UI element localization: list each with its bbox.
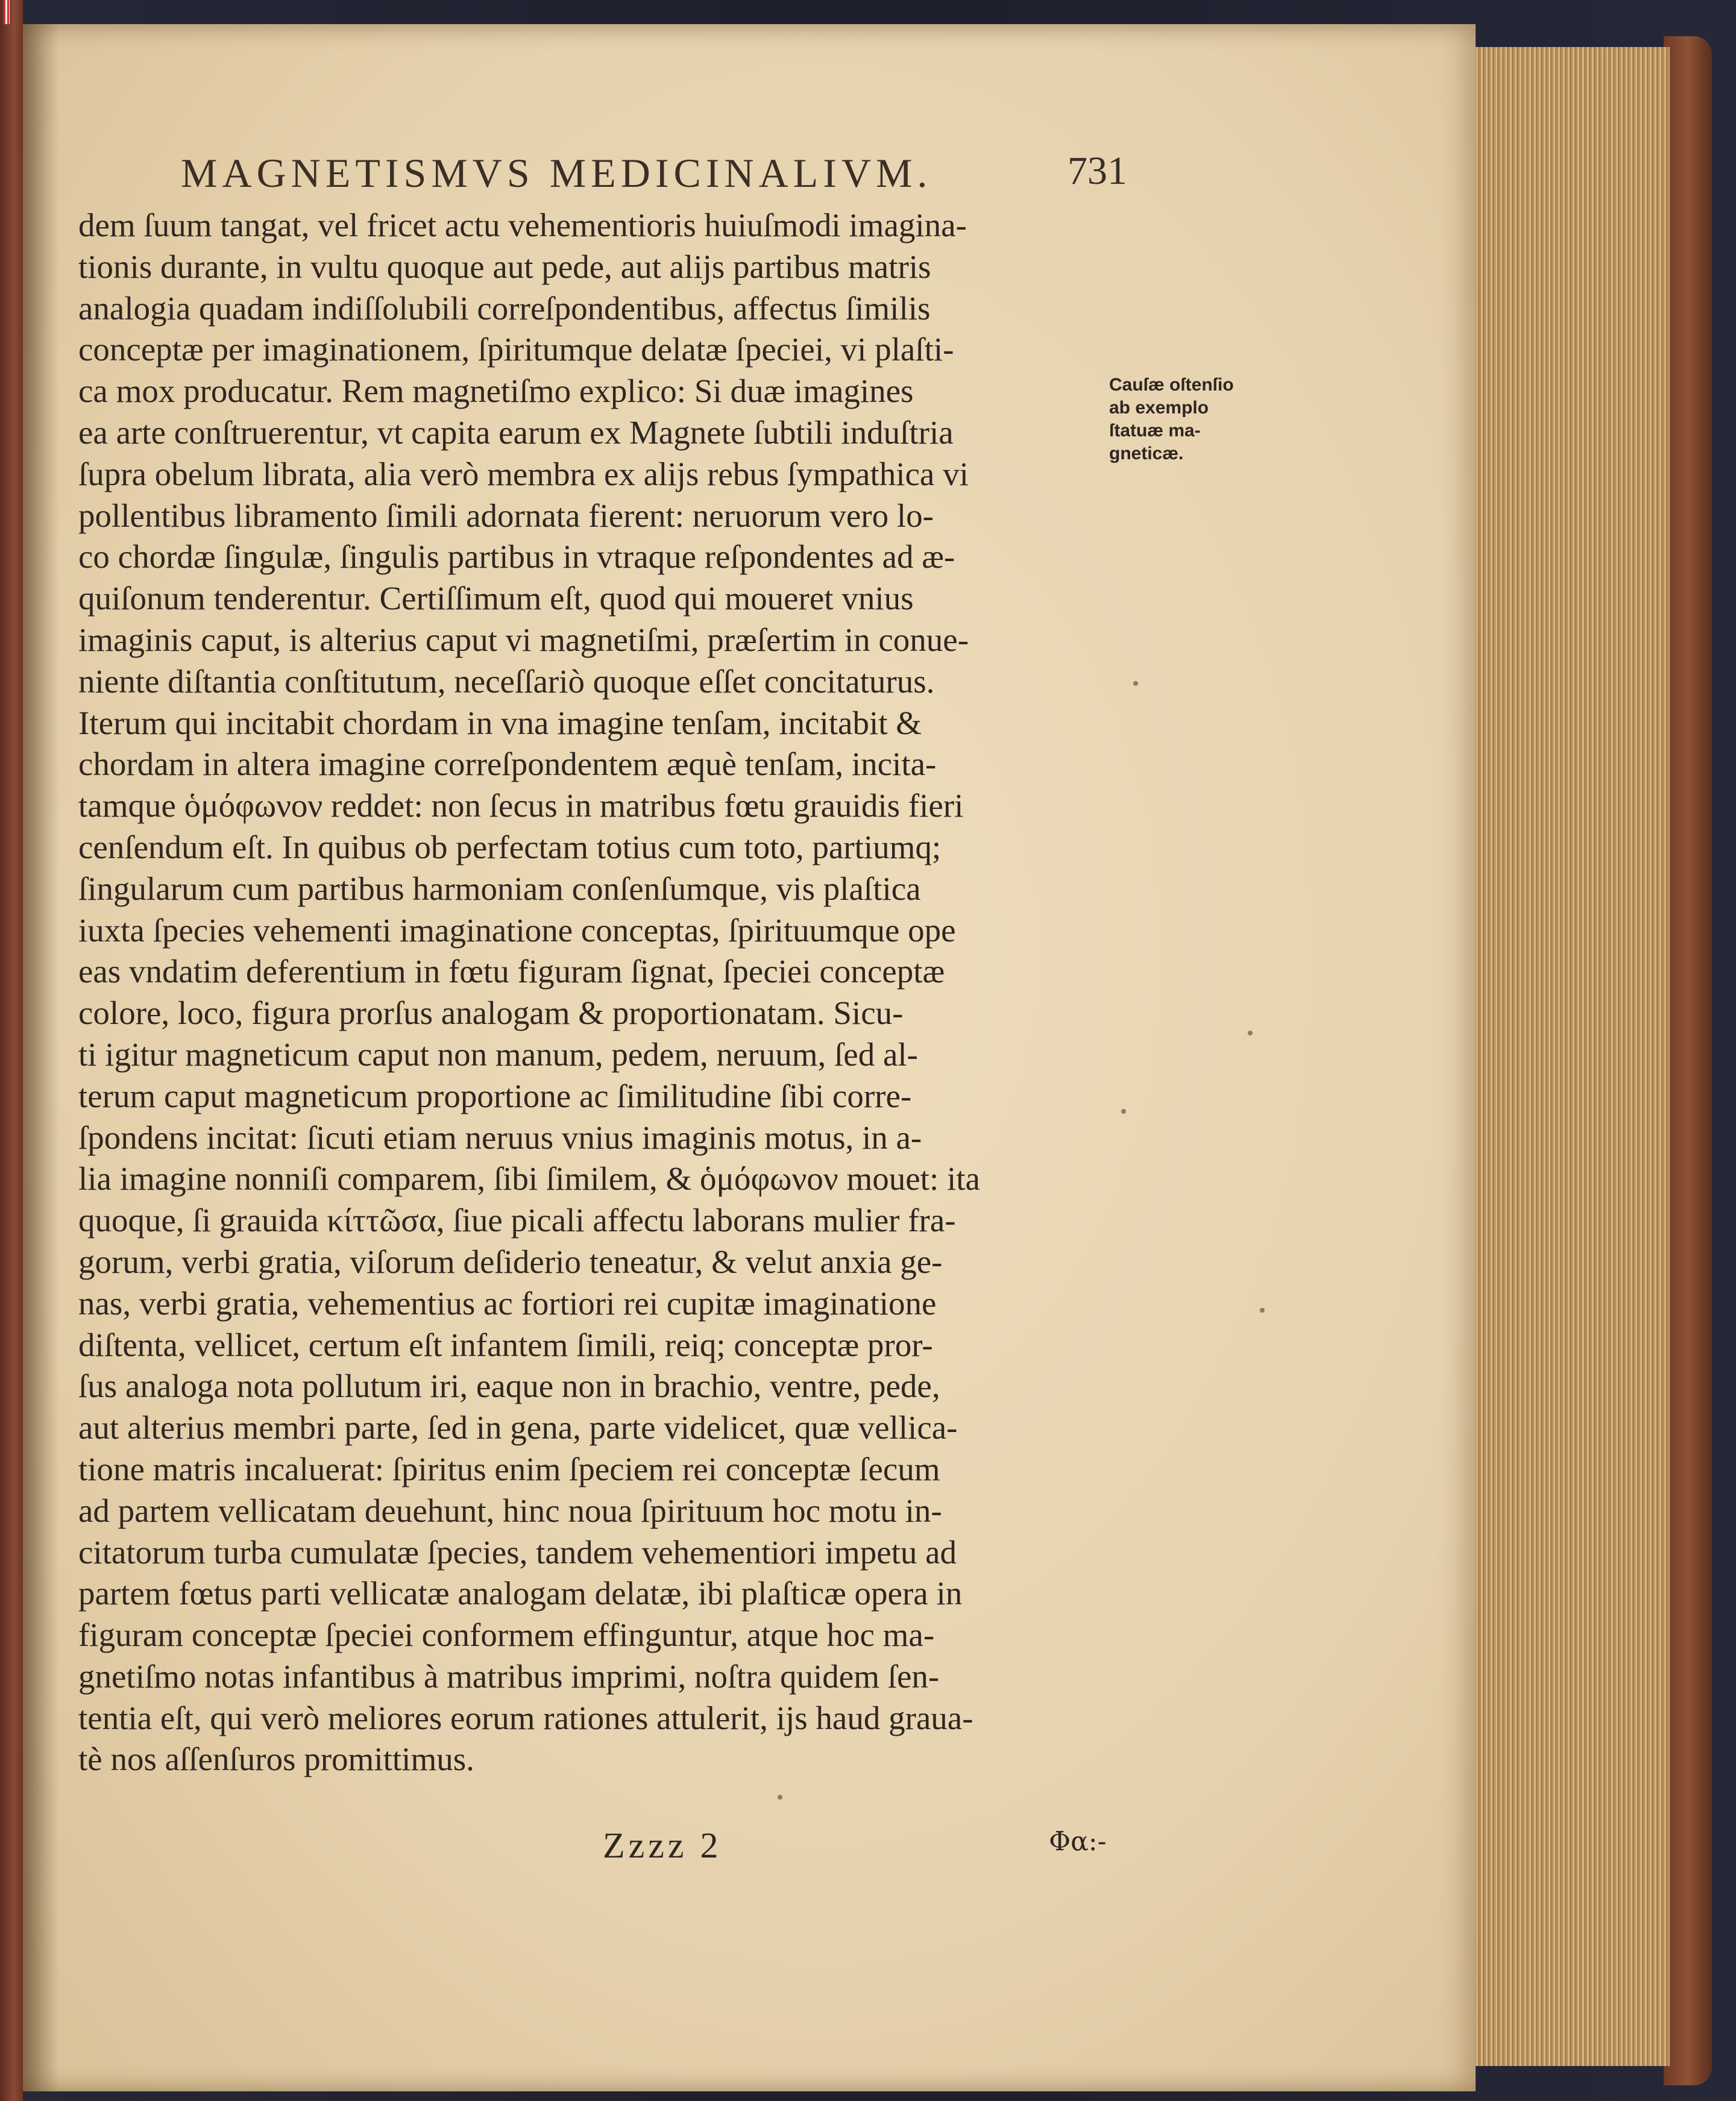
text-line: diſtenta, vellicet, certum eſt infantem ſimili, reiq; conceptæ pror- — [78, 1326, 933, 1363]
page-number: 731 — [1068, 149, 1127, 193]
text-line: tione matris incaluerat: ſpiritus enim ſpeciem rei conceptæ ſecum — [78, 1450, 940, 1487]
catchword: Φα:- — [1049, 1826, 1107, 1857]
text-line: colore, loco, figura prorſus analogam & proportionatam. Sicu- — [78, 994, 904, 1032]
text-line: citatorum turba cumulatæ ſpecies, tandem vehementiori impetu ad — [78, 1533, 957, 1571]
text-line: ſus analoga nota pollutum iri, eaque non in brachio, ventre, pede, — [78, 1368, 940, 1405]
text-line: imaginis caput, is alterius caput vi magnetiſmi, præſertim in conue- — [78, 621, 969, 658]
text-line: ſingularum cum partibus harmoniam conſenſumque, vis plaſtica — [78, 870, 921, 907]
text-line: tionis durante, in vultu quoque aut pede, aut alijs partibus matris — [78, 248, 931, 285]
marginal-note-line: ſtatuæ ma- — [1109, 421, 1201, 441]
text-line: gnetiſmo notas infantibus à matribus imprimi, noſtra quidem ſen- — [78, 1657, 940, 1695]
text-line: gorum, verbi gratia, viſorum deſiderio teneatur, & velut anxia ge- — [78, 1243, 943, 1280]
text-line: aut alterius membri parte, ſed in gena, parte videlicet, quæ vellica- — [78, 1409, 958, 1446]
body-text — [78, 205, 1127, 1844]
text-line: figuram conceptæ ſpeciei conformem effinguntur, atque hoc ma- — [78, 1616, 935, 1654]
page-edges — [1465, 47, 1670, 2066]
text-line: eas vndatim deferentium in fœtu figuram ſignat, ſpeciei conceptæ — [78, 953, 945, 990]
text-line: dem ſuum tangat, vel fricet actu vehementioris huiuſmodi imagina- — [78, 207, 967, 243]
text-line: tè nos aſſenſuros promittimus. — [78, 1741, 474, 1778]
text-line: co chordæ ſingulæ, ſingulis partibus in vtraque reſpondentes ad æ- — [78, 538, 955, 576]
paper-speck — [1260, 1308, 1265, 1313]
text-line: pollentibus libramento ſimili adornata fierent: neruorum vero lo- — [78, 497, 934, 534]
left-binding-edge — [0, 0, 23, 2101]
text-line: ti igitur magneticum caput non manum, pedem, neruum, ſed al- — [78, 1035, 918, 1073]
marginal-note-line: gneticæ. — [1109, 444, 1184, 463]
binding-ribbon — [4, 0, 10, 24]
text-line: lia imagine nonniſi comparem, ſibi ſimilem, & ὁμόφωνον mouet: ita — [78, 1160, 980, 1198]
text-line: ea arte conſtruerentur, vt capita earum ex Magnete ſubtili induſtria — [78, 413, 954, 451]
text-line: conceptæ per imaginationem, ſpiritumque delatæ ſpeciei, vi plaſti- — [78, 331, 954, 368]
paper-speck — [1121, 1109, 1126, 1114]
marginal-note-line: ab exemplo — [1109, 398, 1209, 418]
text-line: cenſendum eſt. In quibus ob perfectam totius cum toto, partiumq; — [78, 828, 942, 865]
marginal-note — [1109, 374, 1260, 494]
text-line: quoque, ſi grauida κίττῶσα, ſiue picali affectu laborans mulier fra- — [78, 1202, 956, 1239]
signature-mark: Zzzz 2 — [603, 1826, 722, 1865]
text-line: iuxta ſpecies vehementi imaginatione conceptas, ſpirituumque ope — [78, 911, 956, 949]
paper-speck — [778, 1795, 782, 1800]
text-line: ca mox producatur. Rem magnetiſmo explico: Si duæ imagines — [78, 372, 914, 410]
text-line: tamque ὁμόφωνον reddet: non ſecus in matribus fœtu grauidis fieri — [78, 787, 964, 824]
text-line: nas, verbi gratia, vehementius ac fortiori rei cupitæ imaginatione — [78, 1284, 937, 1322]
gutter-shadow — [23, 24, 59, 2091]
text-line: ſupra obelum librata, alia verò membra ex alijs rebus ſympathica vi — [78, 455, 969, 492]
text-line: partem fœtus parti vellicatæ analogam delatæ, ibi plaſticæ opera in — [78, 1575, 963, 1612]
text-line: chordam in altera imagine correſpondentem æquè tenſam, incita- — [78, 746, 937, 783]
text-line: niente diſtantia conſtitutum, neceſſariò quoque eſſet concitaturus. — [78, 662, 935, 700]
text-line: analogia quadam indiſſolubili correſpondentibus, affectus ſimilis — [78, 289, 931, 327]
text-line: ad partem vellicatam deuehunt, hinc noua ſpirituum hoc motu in- — [78, 1492, 942, 1529]
text-line: Iterum qui incitabit chordam in vna imagine tenſam, incitabit & — [78, 704, 922, 741]
text-line: tentia eſt, qui verò meliores eorum rationes attulerit, ijs haud graua- — [78, 1699, 973, 1736]
text-line: ſpondens incitat: ſicuti etiam neruus vnius imaginis motus, in a- — [78, 1119, 922, 1156]
text-line: terum caput magneticum proportione ac ſimilitudine ſibi corre- — [78, 1077, 912, 1114]
paper-speck — [1133, 681, 1138, 686]
back-cover — [1664, 36, 1712, 2085]
paper-speck — [1248, 1031, 1253, 1035]
text-line: quiſonum tenderentur. Certiſſimum eſt, quod qui moueret vnius — [78, 580, 914, 617]
running-head: MAGNETISMVS MEDICINALIVM. — [181, 150, 932, 196]
marginal-note-line: Cauſæ oſtenſio — [1109, 375, 1234, 395]
